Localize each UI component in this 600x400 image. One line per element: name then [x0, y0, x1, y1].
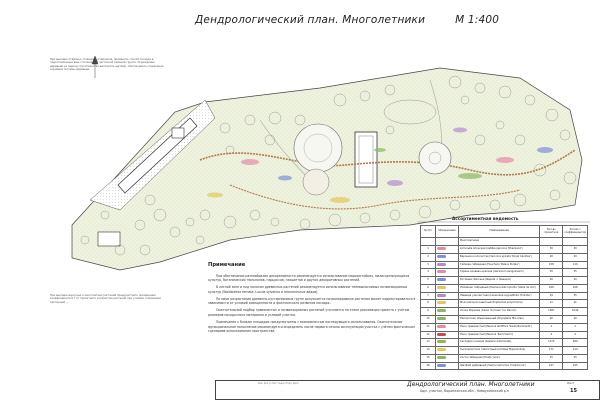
col-header-qty-coef: Кол-во с коэффициентом	[563, 226, 588, 238]
swatch-icon	[437, 356, 446, 359]
table-row	[421, 292, 588, 300]
row-name: Хоста гибридная (Hosta 'June')	[459, 354, 540, 362]
row-qty-coef: 1	[563, 323, 588, 331]
drawing-scale: М 1:400	[455, 14, 500, 26]
drawing-title	[195, 14, 499, 26]
notes-block	[208, 263, 418, 336]
swatch-icon	[437, 317, 446, 320]
swatch-icon	[437, 255, 446, 258]
table-row	[421, 308, 588, 316]
table-row	[421, 316, 588, 324]
row-symbol	[436, 362, 459, 370]
row-qty: 1374	[540, 339, 563, 347]
row-qty-coef: 168	[563, 284, 588, 292]
row-symbol	[436, 284, 459, 292]
sheet-number: 15	[570, 388, 577, 394]
row-qty: 1	[540, 323, 563, 331]
swatch-icon	[437, 301, 446, 304]
row-symbol	[436, 245, 459, 253]
drawing-title-text: Дендрологический план. Многолетники	[195, 14, 426, 26]
note-item: Примечания к блокам площадок предусмотрены с возможностью последующего использования. Окончательное функциональное наполнение рекомендуется определить после первого сезона эксплуатации участка с учётом фактических сценариев использования пространства.	[208, 319, 415, 334]
swatch-icon	[437, 340, 446, 343]
col-header-number: № п/п	[421, 226, 436, 238]
swatch-icon	[437, 325, 446, 328]
row-number: 6	[421, 284, 436, 292]
row-name: Шалфей дубравный (Salvia nemorosa 'Caradonna')	[459, 362, 540, 370]
row-symbol	[436, 308, 459, 316]
row-qty: 29	[540, 292, 563, 300]
row-number: 2	[421, 253, 436, 261]
row-qty: 4	[540, 331, 563, 339]
note-item: Окончательный подбор травянистых и почвопокровных растений уточняется на этапе реализации проекта с учётом размеров посадочного материала и условий участка.	[208, 308, 410, 317]
col-header-qty: Кол-во проектное	[540, 226, 563, 238]
legend-table	[420, 225, 588, 370]
row-qty: 158	[540, 261, 563, 269]
row-number: 12	[421, 331, 436, 339]
row-number: 1	[421, 245, 436, 253]
round-plaza	[294, 124, 342, 172]
legend-section-row	[421, 238, 588, 246]
row-symbol	[436, 277, 459, 285]
row-number: 4	[421, 269, 436, 277]
round-plaza-east	[419, 142, 451, 174]
row-qty-coef: 21	[563, 300, 588, 308]
row-number: 16	[421, 362, 436, 370]
sheet-label: Лист	[567, 381, 575, 385]
row-name: Сеслерия осенняя (Sesleria autumnalis)	[459, 339, 540, 347]
table-row	[421, 354, 588, 362]
row-qty: 168	[540, 284, 563, 292]
table-row	[421, 300, 588, 308]
row-name: Папоротник обыкновенный (Dryopteris filix-mas)	[459, 316, 540, 324]
row-name: Герань кроваво-красная (Geranium sanguineum)	[459, 269, 540, 277]
row-qty: 20	[540, 277, 563, 285]
row-symbol	[436, 347, 459, 355]
table-row	[421, 253, 588, 261]
row-symbol	[436, 354, 459, 362]
note-item: По мере разрастания древесно-кустарниковых групп допускается почвопокровные растения может корректироваться в зависимости от условий освещенности и фактического развития посадок.	[208, 296, 416, 306]
row-qty: 127	[540, 362, 563, 370]
row-name: Вероника колосистая (Veronica spicata 'Royal Candles')	[459, 253, 540, 261]
row-name: Лаванда узколистная (Lavandula angustifolia 'Hidcote')	[459, 292, 540, 300]
row-qty-coef: 960	[563, 339, 588, 347]
row-qty: 25	[540, 354, 563, 362]
row-qty: 21	[540, 300, 563, 308]
row-symbol	[436, 269, 459, 277]
swatch-icon	[437, 278, 446, 281]
legend-section-label: Многолетники	[459, 238, 540, 246]
row-qty: 35	[540, 269, 563, 277]
row-qty-coef: 30	[563, 245, 588, 253]
swatch-icon	[437, 286, 446, 289]
building-outline-icon	[355, 132, 377, 187]
row-qty-coef: 35	[563, 269, 588, 277]
notes-heading: Примечание	[208, 262, 246, 268]
row-number: 11	[421, 323, 436, 331]
title-block-columns: Изм. Кол.уч Лист №док Подп. Дата	[258, 382, 299, 385]
row-name: Котовник Фассена (Nepeta × faassenii)	[459, 277, 540, 285]
row-symbol	[436, 292, 459, 300]
row-qty: 20	[540, 253, 563, 261]
row-name: Пион травянистый (Paeonia 'Red Charm')	[459, 331, 540, 339]
row-name: Тысячелистник таволговый (Achillea filipendulina)	[459, 347, 540, 355]
row-name: Пион травянистый (Paeonia lactiflora 'Sarah Bernhardt')	[459, 323, 540, 331]
small-structure	[172, 128, 184, 138]
row-number: 15	[421, 354, 436, 362]
swatch-icon	[437, 309, 446, 312]
row-qty-coef: 35	[563, 292, 588, 300]
row-symbol	[436, 300, 459, 308]
note-item: В лесной зоне и под пологом древесных растений рекомендуется использование теневыносливых почвопокровных культур (Waldsteinia ternata, Luzula sylvatica и аналогичных видов).	[208, 285, 408, 294]
row-qty: 1487	[540, 308, 563, 316]
row-qty-coef: 110	[563, 261, 588, 269]
col-header-name: Наименование	[459, 226, 540, 238]
row-number: 5	[421, 277, 436, 285]
left-note-bottom: При высадке взрослых и многолетних растений предусмотреть применение коэффициента 0.7 от проектного количества растений при условии сохранения пропорций ...	[50, 294, 161, 304]
note-item: При обеспечении разнообразия декоративности рекомендуется использование морозостойких, малосортирующихся культур, ботанических тюльпанов, нарциссов, гиацинтов и других декоративных растений.	[208, 273, 410, 283]
row-name: Осока Моррова (Carex morrowii 'Ice Dance')	[459, 308, 540, 316]
swatch-icon	[437, 247, 446, 250]
col-header-symbol: Обозначение	[436, 226, 459, 238]
row-name: Гейхера гибридная (Heuchera 'Palace Purple')	[459, 261, 540, 269]
row-symbol	[436, 316, 459, 324]
table-row	[421, 284, 588, 292]
title-block-title: Дендрологический план. Многолетники	[407, 381, 535, 388]
row-qty-coef: 25	[563, 354, 588, 362]
row-qty-coef: 195	[563, 362, 588, 370]
row-number: 9	[421, 308, 436, 316]
row-symbol	[436, 261, 459, 269]
row-number: 8	[421, 300, 436, 308]
row-symbol	[436, 323, 459, 331]
row-qty-coef: 1040	[563, 308, 588, 316]
row-number: 14	[421, 347, 436, 355]
table-row	[421, 331, 588, 339]
row-qty: 171	[540, 347, 563, 355]
table-row	[421, 339, 588, 347]
table-row	[421, 245, 588, 253]
row-symbol	[436, 339, 459, 347]
swatch-icon	[437, 364, 446, 367]
row-number: 13	[421, 339, 436, 347]
row-qty: 20	[540, 316, 563, 324]
table-row	[421, 347, 588, 355]
row-name: Молочай многоцветный (Euphorbia polychroma)	[459, 300, 540, 308]
row-number: 3	[421, 261, 436, 269]
left-note: При высадке отдельно стоящих кустарников, применять способ посадки в подготовленные ямы с полной или частичной заменой грунта. Ограждение деревьев на период строительства выполнять щитами, обеспечивать сохранение корневой системы деревьев.	[50, 58, 164, 72]
swatch-icon	[437, 294, 446, 297]
row-symbol	[436, 331, 459, 339]
row-symbol	[436, 253, 459, 261]
swatch-icon	[437, 263, 446, 266]
swatch-icon	[437, 333, 446, 336]
row-qty-coef: 4	[563, 331, 588, 339]
legend-table-header	[421, 226, 588, 238]
table-row	[421, 261, 588, 269]
row-qty-coef: 119	[563, 347, 588, 355]
swatch-icon	[437, 348, 446, 351]
row-number: 7	[421, 292, 436, 300]
row-number: 10	[421, 316, 436, 324]
row-qty-coef: 20	[563, 277, 588, 285]
table-row	[421, 277, 588, 285]
row-qty-coef: 20	[563, 253, 588, 261]
title-block-address: Адм. участок, Воронежская обл., Новоусманский р-н	[420, 389, 509, 393]
swatch-icon	[437, 270, 446, 273]
table-row	[421, 269, 588, 277]
row-qty-coef: 20	[563, 316, 588, 324]
legend-table-title: Ассортиментная ведомость	[452, 216, 519, 221]
table-row	[421, 362, 588, 370]
table-row	[421, 323, 588, 331]
row-name: Астильба японская (Astilbe japonica 'Rheinland')	[459, 245, 540, 253]
row-qty: 30	[540, 245, 563, 253]
row-name: Лилейник гибридный (Hemerocallis hybrida 'Stella de Oro')	[459, 284, 540, 292]
